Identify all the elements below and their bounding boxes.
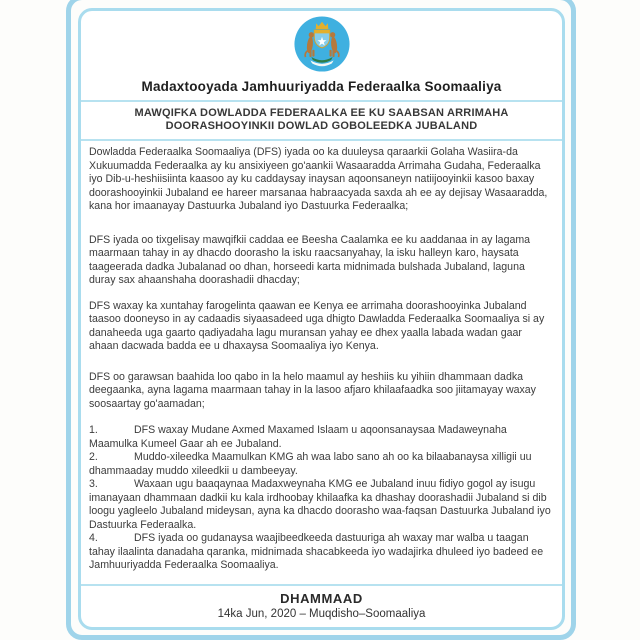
org-title: Madaxtooyada Jamhuuriyadda Federaalka Soomaaliya [141, 79, 502, 94]
end-label: DHAMMAAD [280, 591, 363, 606]
document-footer [81, 586, 562, 627]
paragraph: DFS iyada oo tixgelisay mawqifkii caddaa ee Beesha Caalamka ee ku aaddanaa in ay lagama maarmaan tahay in ay dhacdo doorasho la isku raacsanyahay, la isku halleyn karo, haysata taageerada dadka Jubalanad oo dhan, horseedi karta midnimada bulshada Jubaland, laguna duray sax ahaanshaha doorashadii dhacday; [89, 233, 531, 286]
document-card [78, 8, 565, 630]
item-number: 3. [89, 478, 98, 490]
somalia-coat-of-arms-logo [293, 15, 351, 73]
document-body [81, 141, 562, 584]
statement-title-line2: DOORASHOOYINKII DOWLAD GOBOLEEDKA JUBALAND [165, 120, 478, 132]
statement-title [81, 102, 562, 139]
item-number: 4. [89, 532, 98, 544]
numbered-item [89, 451, 554, 478]
paragraph: DFS waxay ka xuntahay farogelinta qaawan ee Kenya ee arrimaha doorashooyinka Jubaland taasoo dooneyso in ay cadaadis siyaasadeed uga dhigto Dawladda Federaalka Soomaaliya si ay danaheeda uga gaarto qadiyadaha lagu muransan yahay ee dhex yaalla labada wadan gaar ahaan dacwada badda ee u dhaxaysa Soomaaliya iyo Kenya. [89, 299, 545, 352]
numbered-item [89, 532, 554, 573]
item-text: DFS iyada oo gudanaysa waajibeedkeeda dastuuriga ah waxay mar walba u taagan tahay ilaalinta danadaha qaranka, midnimada shacabkeeda iyo wadajirka dhuleed iyo badeed ee Jamhuuriyadda Federaalka Soomaaliya. [89, 532, 544, 571]
item-text: DFS waxay Mudane Axmed Maxamed Islaam u aqoonsanaysaa Madaweynaha Maamulka Kumeel Gaar ah ee Jubaland. [89, 424, 507, 450]
numbered-item [89, 424, 554, 451]
item-text: Muddo-xileedka Maamulkan KMG ah waa labo sano ah oo ka bilaabanaysa xilligii uu dhammaaday muddo xileedkii u dambeeyay. [89, 451, 532, 477]
statement-title-line1: MAWQIFKA DOWLADDA FEDERAALKA EE KU SAABSAN ARRIMAHA [134, 107, 509, 119]
dateline: 14ka Jun, 2020 – Muqdisho–Soomaaliya [217, 608, 426, 620]
numbered-item [89, 478, 554, 532]
item-number: 1. [89, 424, 98, 436]
paragraph: Dowladda Federaalka Soomaaliya (DFS) iyada oo ka duuleysa qaraarkii Golaha Wasiira-da Xukuumadda Federaalka ay ku ansixiyeen go'aankii Wasaaradda Arrimaha Gudaha, Federaalka iyo Dib-u-heshiisiinta kaasoo ay ku caddaysay inaysan aqoonsaneyn natiijooyinkii kasoo baxay doorashooyinkii Jubaland ee hareer marsanaa habraacyada saxda ah ee ay dejisay Wasaaradda, kana hor imaanayay Dastuurka Jubaland iyo Dastuurka Federaalka; [89, 146, 548, 212]
item-text: Waxaan ugu baaqaynaa Madaxweynaha KMG ee Jubaland inuu fidiyo gogol ay isugu imanayaan dhammaan dadkii ku kala irdhoobay khilaafka ka dhashay doorashadii Jubaland si dib loogu yagleelo Jubaland mideysan, ayna ka dhacdo doorasho waa-faqsan Dastuurka Jubaland iyo Dastuurka Federaalka. [89, 478, 551, 531]
item-number: 2. [89, 451, 98, 463]
paragraph: DFS oo garawsan baahida loo qabo in la helo maamul ay heshiis ku yihiin dhammaan dadka deegaanka, ayna lagama maarmaan tahay in la lasoo afjaro khilaafaadka soo jiitamayay waxay soosaartay go'aamadan; [89, 370, 536, 410]
